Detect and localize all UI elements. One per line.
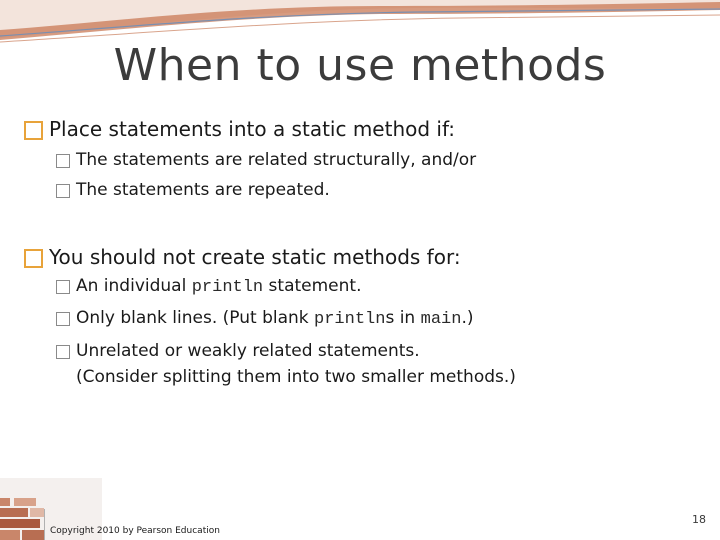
- sub-bullet-text: [76, 339, 516, 389]
- code-println: println: [314, 310, 386, 329]
- text-fragment: An individual: [76, 276, 192, 296]
- bullet-text: You should not create static methods for:: [49, 245, 461, 269]
- sub-bullet-text: [76, 274, 361, 300]
- sub-bullet-repeated: [56, 178, 330, 202]
- slide-title: When to use methods: [113, 40, 607, 91]
- sub-bullet-text: The statements are repeated.: [76, 180, 330, 200]
- text-fragment: statement.: [263, 276, 362, 296]
- gray-square-box-icon: [56, 312, 70, 326]
- sub-bullet-related-structurally: [56, 148, 476, 172]
- text-fragment: Only blank lines. (Put blank: [76, 308, 315, 328]
- gray-square-box-icon: [56, 184, 70, 198]
- gray-square-box-icon: [56, 154, 70, 168]
- orange-square-box-icon: [24, 121, 43, 140]
- sub-bullet-unrelated-statements: [56, 339, 516, 389]
- sub-bullet-blank-lines: [56, 306, 473, 332]
- gray-square-box-icon: [56, 280, 70, 294]
- sub-bullet-text: The statements are related structurally, and/or: [76, 150, 477, 170]
- gray-square-box-icon: [56, 345, 70, 359]
- sub-bullet-text: [76, 306, 473, 332]
- slide-number: 18: [692, 513, 706, 526]
- footer-copyright: Copyright 2010 by Pearson Education: [50, 526, 220, 536]
- bullet-text: Place statements into a static method if:: [49, 117, 456, 141]
- text-line: Unrelated or weakly related statements.: [76, 341, 420, 361]
- footer-divider: [44, 509, 45, 540]
- code-main: main: [420, 310, 462, 329]
- bullet-place-statements: [24, 116, 455, 142]
- text-line: (Consider splitting them into two smaller methods.): [76, 367, 516, 387]
- sub-bullet-individual-println: [56, 274, 361, 300]
- text-fragment: .): [461, 308, 474, 328]
- bullet-should-not-create: [24, 244, 461, 270]
- orange-square-box-icon: [24, 249, 43, 268]
- text-fragment: s in: [385, 308, 421, 328]
- code-println: println: [191, 278, 264, 297]
